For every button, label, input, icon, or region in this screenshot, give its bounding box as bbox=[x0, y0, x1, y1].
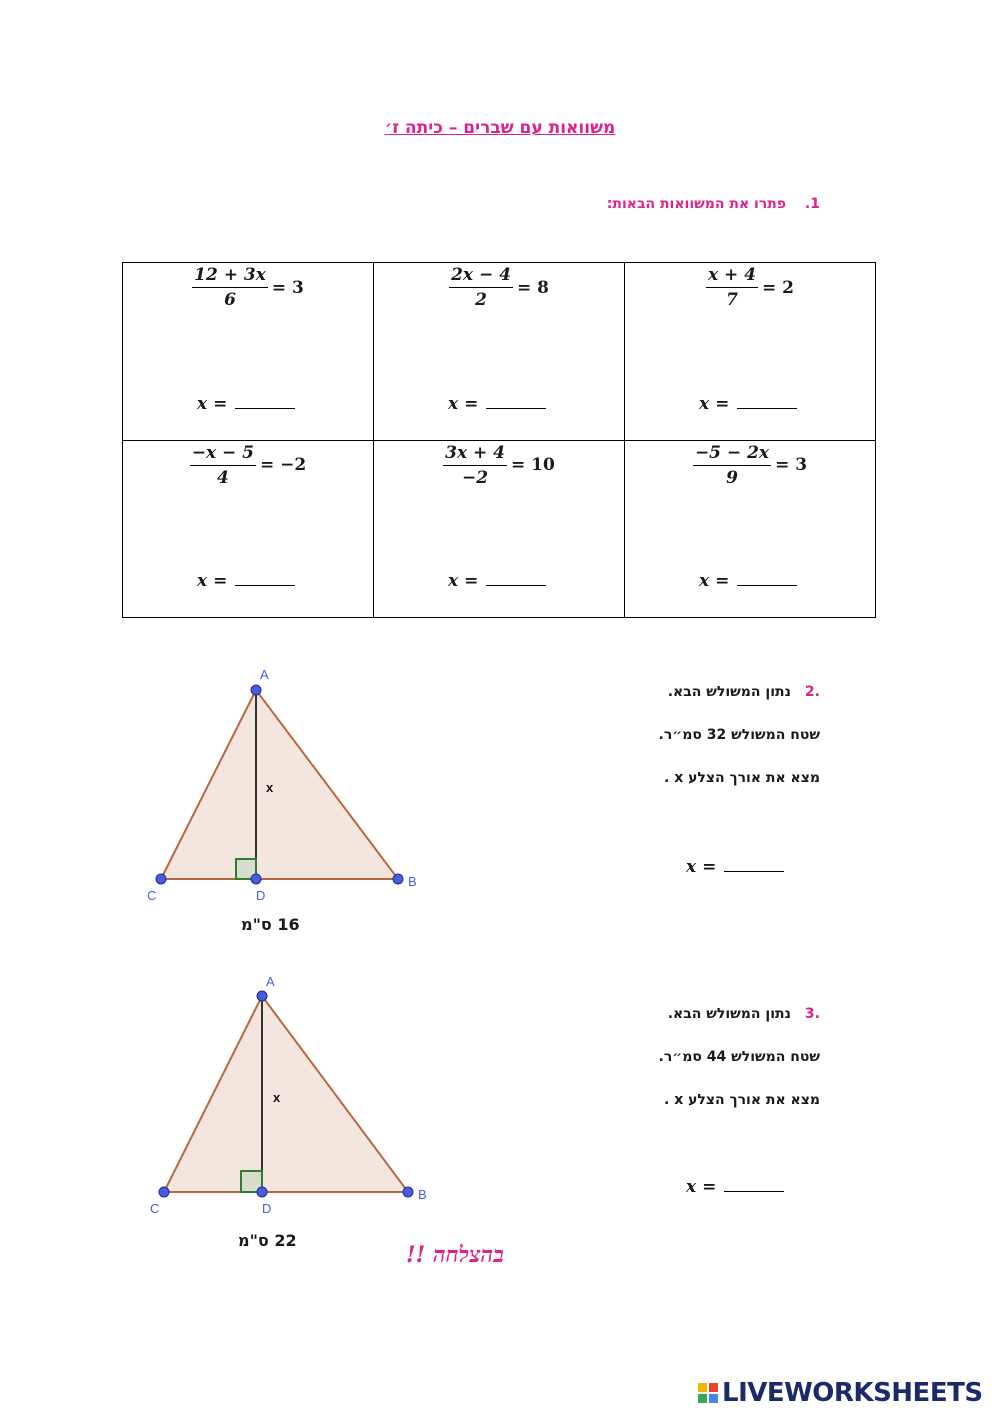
equation-denominator: −2 bbox=[462, 467, 489, 488]
equation-cell bbox=[374, 440, 625, 618]
triangle-diagram-q2 bbox=[140, 664, 440, 904]
equation-numerator: 2x − 4 bbox=[449, 265, 513, 288]
answer-field[interactable]: x = bbox=[448, 394, 546, 414]
liveworksheets-logo bbox=[698, 1378, 983, 1408]
question-2-line-3: מצא את אורך הצלע x . bbox=[663, 770, 820, 786]
equation-cell bbox=[123, 263, 374, 441]
equation-denominator: 2 bbox=[475, 290, 487, 310]
question-3-answer-field[interactable]: x = bbox=[686, 1177, 784, 1197]
label-d: D bbox=[262, 1201, 272, 1216]
point-c bbox=[156, 874, 166, 884]
point-b bbox=[393, 874, 403, 884]
equation-denominator: 7 bbox=[726, 290, 738, 310]
equation-cell bbox=[374, 263, 625, 441]
q3-base-length: 22 ס"מ bbox=[238, 1231, 297, 1250]
equation-numerator: −5 − 2x bbox=[693, 443, 771, 466]
equation-numerator: x + 4 bbox=[706, 265, 758, 288]
point-a bbox=[251, 685, 261, 695]
equations-table bbox=[122, 262, 876, 618]
label-a: A bbox=[266, 974, 275, 989]
answer-field[interactable]: x = bbox=[699, 571, 797, 591]
equation-rhs: = 2 bbox=[762, 277, 795, 298]
equation-cell bbox=[625, 440, 876, 618]
label-x: x bbox=[273, 1090, 281, 1105]
question-2 bbox=[659, 684, 820, 813]
equation-denominator: 6 bbox=[224, 290, 236, 310]
point-c bbox=[159, 1187, 169, 1197]
triangle-shape bbox=[164, 996, 408, 1192]
point-d bbox=[257, 1187, 267, 1197]
worksheet-title: משוואות עם שברים – כיתה ז׳ bbox=[384, 118, 616, 138]
point-a bbox=[257, 991, 267, 1001]
question-1-number: 1. bbox=[804, 196, 820, 212]
question-3-line-3: מצא את אורך הצלע x . bbox=[663, 1092, 820, 1108]
triangle-diagram-q3 bbox=[140, 972, 440, 1217]
equation-numerator: −x − 5 bbox=[190, 443, 256, 466]
triangle-shape bbox=[161, 690, 398, 879]
label-b: B bbox=[418, 1187, 427, 1202]
equation-denominator: 9 bbox=[726, 467, 738, 488]
good-luck-text: בהצלחה !! bbox=[406, 1242, 504, 1268]
label-d: D bbox=[256, 888, 266, 903]
label-x: x bbox=[266, 780, 274, 795]
equation-numerator: 3x + 4 bbox=[443, 443, 507, 466]
point-b bbox=[403, 1187, 413, 1197]
equation-rhs: = 8 bbox=[516, 277, 549, 298]
equation-rhs: = 3 bbox=[271, 277, 304, 298]
question-2-answer-field[interactable]: x = bbox=[686, 857, 784, 877]
equation-denominator: 4 bbox=[216, 467, 229, 488]
equation-rhs: = −2 bbox=[260, 455, 307, 475]
answer-field[interactable]: x = bbox=[448, 571, 546, 591]
logo-text: LIVEWORKSHEETS bbox=[722, 1378, 983, 1408]
label-a: A bbox=[260, 667, 269, 682]
answer-field[interactable]: x = bbox=[699, 394, 797, 414]
equation-rhs: = 3 bbox=[775, 455, 808, 475]
question-2-line-2: שטח המשולש 32 סמ״ר. bbox=[658, 727, 820, 743]
answer-field[interactable]: x = bbox=[197, 571, 295, 591]
equation-cell bbox=[123, 440, 374, 618]
equation-numerator: 12 + 3x bbox=[192, 265, 268, 288]
q2-base-length: 16 ס"מ bbox=[241, 915, 300, 934]
answer-field[interactable]: x = bbox=[197, 394, 295, 414]
label-c: C bbox=[150, 1201, 160, 1216]
label-c: C bbox=[147, 888, 157, 903]
logo-icon bbox=[698, 1383, 718, 1403]
question-3-number: .3 bbox=[804, 1006, 820, 1022]
question-2-number: .2 bbox=[804, 684, 820, 700]
equation-cell bbox=[625, 263, 876, 441]
question-3 bbox=[659, 1006, 820, 1135]
question-1-text: פתרו את המשוואות הבאות: bbox=[606, 196, 787, 212]
question-2-line-1: נתון המשולש הבא. bbox=[667, 684, 791, 700]
equation-rhs: = 10 bbox=[511, 455, 555, 475]
question-3-line-2: שטח המשולש 44 סמ״ר. bbox=[658, 1049, 820, 1065]
question-1-header bbox=[607, 196, 820, 212]
label-b: B bbox=[408, 874, 417, 889]
question-3-line-1: נתון המשולש הבא. bbox=[667, 1006, 791, 1022]
point-d bbox=[251, 874, 261, 884]
